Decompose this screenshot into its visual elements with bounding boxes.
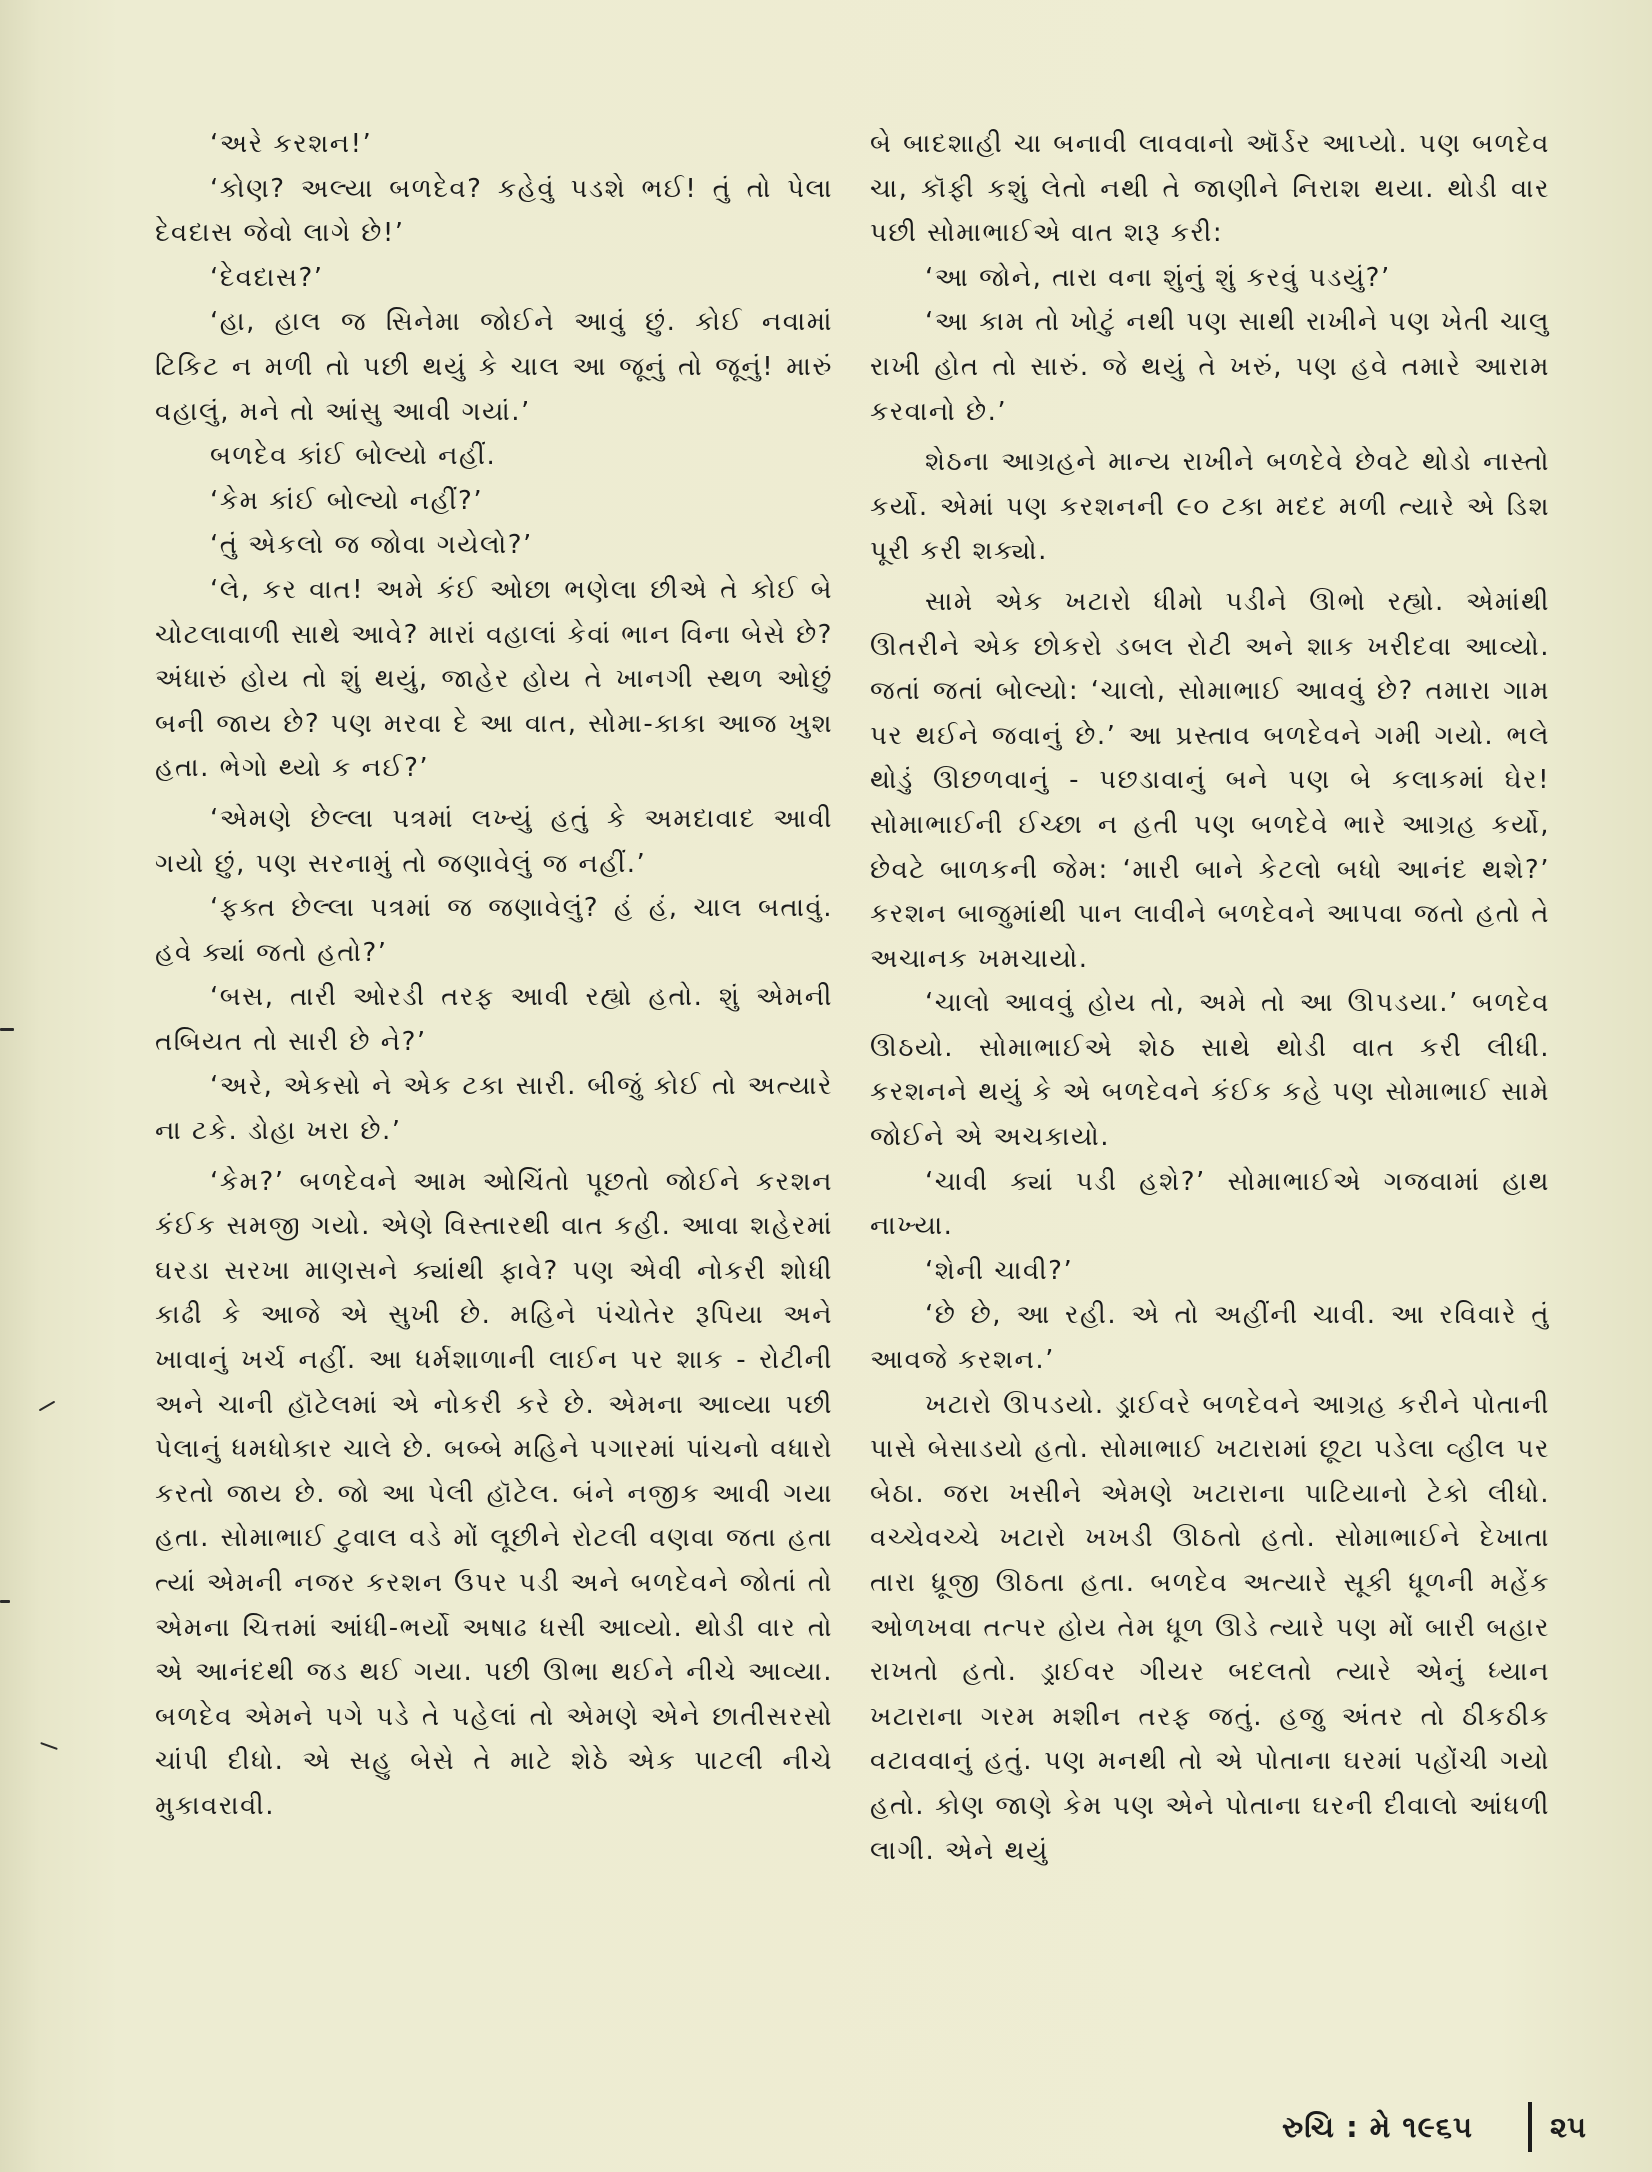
paragraph: શેઠના આગ્રહને માન્ય રાખીને બળદેવે છેવટે થોડો નાસ્તો કર્યો. એમાં પણ કરશનની ૯૦ ટકા મદદ મળી ત્યારે એ ડિશ પૂરી કરી શક્યો.	[870, 447, 1550, 567]
paragraph: ‘તું એકલો જ જોવા ગયેલો?’	[210, 530, 533, 561]
paragraph: ખટારો ઊપડયો. ડ્રાઈવરે બળદેવને આગ્રહ કરીને પોતાની પાસે બેસાડયો હતો. સોમાભાઈ ખટારામાં છૂટા પડેલા વ્હીલ પર બેઠા. જરા ખસીને એમણે ખટારાના પાટિયાનો ટેકો લીધો. વચ્ચેવચ્ચે ખટારો ખખડી ઊઠતો હતો. સોમાભાઈને દેખાતા તારા ધ્રૂજી ઊઠતા હતા. બળદેવ અત્યારે સૂકી ધૂળની મહેંક ઓળખવા તત્પર હોય તેમ ધૂળ ઊડે ત્યારે પણ મોં બારી બહાર રાખતો હતો. ડ્રાઈવર ગીયર બદલતો ત્યારે એનું ધ્યાન ખટારાના ગરમ મશીન તરફ જતું. હજુ અંતર તો ઠીકઠીક વટાવવાનું હતું. પણ મનથી તો એ પોતાના ઘરમાં પહોંચી ગયો હતો. કોણ જાણે કેમ પણ એને પોતાના ઘરની દીવાલો આંધળી લાગી. એને થયું	[870, 1389, 1550, 1866]
page-number: ૨૫	[1550, 2110, 1587, 2144]
paragraph: ‘કેમ કાંઈ બોલ્યો નહીં?’	[210, 485, 484, 516]
right-column	[870, 122, 1550, 1873]
paragraph: ‘આ કામ તો ખોટું નથી પણ સાથી રાખીને પણ ખેતી ચાલુ રાખી હોત તો સારું. જે થયું તે ખરું, પણ હવે તમારે આરામ કરવાનો છે.’	[870, 307, 1550, 427]
page-footer	[1270, 2102, 1630, 2152]
paragraph: ‘બસ, તારી ઓરડી તરફ આવી રહ્યો હતો. શું એમની તબિયત તો સારી છે ને?’	[155, 982, 833, 1057]
paragraph: ‘કોણ? અલ્યા બળદેવ? કહેવું પડશે ભઈ! તું તો પેલા દેવદાસ જેવો લાગે છે!’	[155, 173, 833, 249]
left-column	[155, 122, 833, 1829]
paragraph: ‘કેમ?’ બળદેવને આમ ઓચિંતો પૂછતો જોઈને કરશન કંઈક સમજી ગયો. એણે વિસ્તારથી વાત કહી. આવા શહેરમાં ઘરડા સરખા માણસને ક્યાંથી ફાવે? પણ એવી નોકરી શોધી કાઢી કે આજે એ સુખી છે. મહિને પંચોતેર રૂપિયા અને ખાવાનું ખર્ચ નહીં. આ ધર્મશાળાની લાઈન પર શાક - રોટીની અને ચાની હૉટેલમાં એ નોકરી કરે છે. એમના આવ્યા પછી પેલાનું ધમધોકાર ચાલે છે. બબ્બે મહિને પગારમાં પાંચનો વધારો કરતો જાય છે. જો આ પેલી હૉટેલ. બંને નજીક આવી ગયા હતા. સોમાભાઈ ટુવાલ વડે મોં લૂછીને રોટલી વણવા જતા હતા ત્યાં એમની નજર કરશન ઉપર પડી અને બળદેવને જોતાં તો એમના ચિત્તમાં આંધી-ભર્યો અષાઢ ધસી આવ્યો. થોડી વાર તો એ આનંદથી જડ થઈ ગયા. પછી ઊભા થઈને નીચે આવ્યા. બળદેવ એમને પગે પડે તે પહેલાં તો એમણે એને છાતીસરસો ચાંપી દીધો. એ સહુ બેસે તે માટે શેઠે એક પાટલી નીચે મુકાવરાવી.	[155, 1166, 833, 1821]
paragraph: ‘છે છે, આ રહી. એ તો અહીંની ચાવી. આ રવિવારે તું આવજે કરશન.’	[870, 1300, 1550, 1376]
magazine-title: રુચિ : મે ૧૯૬૫	[1282, 2110, 1474, 2144]
paragraph: બે બાદશાહી ચા બનાવી લાવવાનો ઑર્ડર આપ્યો. પણ બળદેવ ચા, કૉફી કશું લેતો નથી તે જાણીને નિરાશ થયા. થોડી વાર પછી સોમાભાઈએ વાત શરૂ કરી:	[870, 129, 1550, 249]
binding-mark	[0, 1600, 10, 1603]
binding-mark	[0, 1028, 14, 1031]
paragraph: ‘દેવદાસ?’	[210, 262, 324, 293]
paragraph: બળદેવ કાંઈ બોલ્યો નહીં.	[210, 441, 497, 472]
paragraph: ‘હા, હાલ જ સિનેમા જોઈને આવું છું. કોઈ નવામાં ટિકિટ ન મળી તો પછી થયું કે ચાલ આ જૂનું તો જૂનું! મારું વહાલું, મને તો આંસુ આવી ગયાં.’	[155, 307, 833, 427]
paragraph: સામે એક ખટારો ધીમો પડીને ઊભો રહ્યો. એમાંથી ઊતરીને એક છોકરો ડબલ રોટી અને શાક ખરીદવા આવ્યો. જતાં જતાં બોલ્યો: ‘ચાલો, સોમાભાઈ આવવું છે? તમારા ગામ પર થઈને જવાનું છે.’ આ પ્રસ્તાવ બળદેવને ગમી ગયો. ભલે થોડું ઊછળવાનું - પછડાવાનું બને પણ બે કલાકમાં ઘેર! સોમાભાઈની ઈચ્છા ન હતી પણ બળદેવે ભારે આગ્રહ કર્યો, છેવટે બાળકની જેમ: ‘મારી બાને કેટલો બધો આનંદ થશે?’ કરશન બાજુમાંથી પાન લાવીને બળદેવને આપવા જતો હતો તે અચાનક ખમચાયો.	[870, 586, 1550, 974]
paragraph: ‘એમણે છેલ્લા પત્રમાં લખ્યું હતું કે અમદાવાદ આવી ગયો છું, પણ સરનામું તો જણાવેલું જ નહીં.’	[155, 803, 833, 879]
paragraph: ‘અરે કરશન!’	[210, 129, 373, 159]
paragraph: ‘ચાલો આવવું હોય તો, અમે તો આ ઊપડયા.’ બળદેવ ઊઠયો. સોમાભાઈએ શેઠ સાથે થોડી વાત કરી લીધી. કરશનને થયું કે એ બળદેવને કંઈક કહે પણ સોમાભાઈ સામે જોઈને એ અચકાયો.	[870, 988, 1550, 1153]
binding-mark	[39, 1401, 56, 1412]
paragraph: ‘ફક્ત છેલ્લા પત્રમાં જ જણાવેલું? હં હં, ચાલ બતાવું. હવે ક્યાં જતો હતો?’	[155, 893, 833, 968]
footer-divider	[1528, 2102, 1532, 2152]
binding-mark	[40, 1742, 58, 1750]
paragraph: ‘ચાવી ક્યાં પડી હશે?’ સોમાભાઈએ ગજવામાં હાથ નાખ્યા.	[870, 1166, 1550, 1242]
paragraph: ‘લે, કર વાત! અમે કંઈ ઓછા ભણેલા છીએ તે કોઈ બે ચોટલાવાળી સાથે આવે? મારાં વહાલાં કેવાં ભાન વિના બેસે છે? અંધારું હોય તો શું થયું, જાહેર હોય તે ખાનગી સ્થળ ઓછું બની જાય છે? પણ મરવા દે આ વાત, સોમા-કાકા આજ ખુશ હતા. ભેગો થ્યો ક નઈ?’	[155, 574, 833, 784]
paragraph: ‘આ જોને, તારા વના શુંનું શું કરવું પડયું?’	[925, 262, 1391, 293]
paragraph: ‘શેની ચાવી?’	[925, 1255, 1074, 1286]
paragraph: ‘અરે, એકસો ને એક ટકા સારી. બીજું કોઈ તો અત્યારે ના ટકે. ડોહા ખરા છે.’	[155, 1071, 833, 1147]
